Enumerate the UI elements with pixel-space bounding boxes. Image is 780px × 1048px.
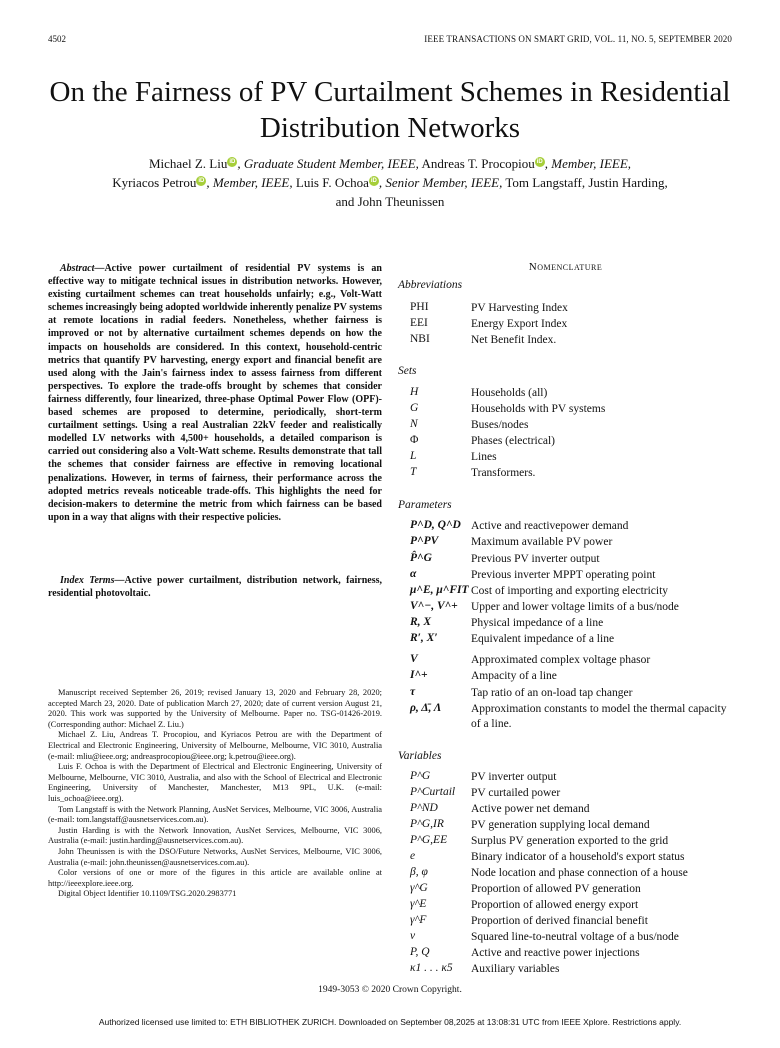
definition: Upper and lower voltage limits of a bus/node	[471, 601, 679, 613]
abstract-label: Abstract—	[60, 263, 105, 274]
nomenclature-row	[398, 519, 733, 535]
nomenclature-row	[398, 535, 733, 551]
symbol: I^+	[410, 669, 428, 681]
nomenclature-row	[398, 898, 733, 914]
orcid-icon[interactable]: iD	[370, 177, 377, 184]
author-name: Michael Z. Liu	[148, 156, 228, 171]
symbol: Φ	[410, 434, 419, 446]
nomenclature-row	[398, 301, 733, 317]
definition: Proportion of allowed energy export	[471, 899, 639, 911]
section-heading: Parameters	[398, 499, 452, 511]
author-role: , Member, IEEE,	[544, 156, 632, 171]
symbol: PHI	[410, 301, 429, 313]
author-name: Tom Langstaff, Justin Harding,	[505, 175, 668, 190]
nomenclature-row	[398, 386, 733, 402]
journal-header: IEEE TRANSACTIONS ON SMART GRID, VOL. 11, NO. 5, SEPTEMBER 2020	[424, 34, 732, 44]
author-name: Kyriacos Petrou	[112, 175, 197, 190]
nomenclature-row	[398, 402, 733, 418]
definition: Binary indicator of a household's export status	[471, 851, 685, 863]
section-heading: Variables	[398, 750, 442, 762]
paper-title: On the Fairness of PV Curtailment Schemes in Residential Distribution Networks	[49, 76, 731, 144]
symbol: κ1 . . . κ5	[410, 962, 453, 974]
license-notice: Authorized licensed use limited to: ETH BIBLIOTHEK ZURICH. Downloaded on September 08,2025 at 13:08:31 UTC from IEEE Xplore. Restrictions apply.	[98, 1017, 682, 1027]
symbol: P^Curtail	[410, 786, 456, 798]
nomenclature-row	[398, 584, 733, 600]
nomenclature-row	[398, 946, 733, 962]
nomenclature-row	[398, 770, 733, 786]
symbol: NBI	[410, 333, 430, 345]
definition: Tap ratio of an on-load tap changer	[471, 687, 633, 699]
footnote: Michael Z. Liu, Andreas T. Procopiou, and Kyriacos Petrou are with the Department of Electrical and Electronic Engineering, University of Melbourne, Melbourne, VIC 3010, Australia (e-mail: mliu@ieee.org; andreasprocopiou@ieee.org; k.petrou@ieee.org).	[48, 730, 382, 761]
definition: Approximation constants to model the thermal capacity of a line.	[471, 703, 727, 730]
symbol: v	[410, 930, 416, 942]
symbol: β, φ	[410, 866, 428, 878]
nomenclature-row	[398, 850, 733, 866]
symbol: V⃗	[410, 653, 427, 665]
definition: PV generation supplying local demand	[471, 819, 650, 831]
nomenclature-row	[398, 914, 733, 930]
definition: Lines	[471, 451, 497, 463]
symbol: R, X	[410, 616, 432, 628]
symbol: H	[410, 386, 419, 398]
symbol: γ^F	[410, 914, 427, 926]
definition: Proportion of allowed PV generation	[471, 883, 641, 895]
definition: Squared line-to-neutral voltage of a bus/node	[471, 931, 679, 943]
definition: Active and reactivepower demand	[471, 520, 629, 532]
symbol: P^G,IR	[410, 818, 444, 830]
nomenclature-row	[398, 962, 733, 978]
nomenclature-row	[398, 669, 733, 685]
nomenclature-row	[398, 834, 733, 850]
abstract	[48, 262, 382, 524]
footnote: Digital Object Identifier 10.1109/TSG.2020.2983771	[58, 889, 237, 899]
definition: Previous inverter MPPT operating point	[471, 569, 656, 581]
nomenclature-row	[398, 882, 733, 898]
copyright-notice: 1949-3053 © 2020 Crown Copyright.	[318, 985, 462, 995]
nomenclature-row	[398, 333, 733, 349]
symbol: N	[410, 418, 418, 430]
symbol: P̂^G	[410, 552, 432, 564]
nomenclature-row	[398, 802, 733, 818]
symbol: G	[410, 402, 419, 414]
symbol: τ	[410, 686, 416, 698]
abstract-text: Active power curtailment of residential PV systems is an effective way to mitigate technical issues in distribution networks. However, existing curtailment schemes can treat households unfairly; e.g., Volt-Watt schemes increasingly being adopted worldwide inherently penalize PV systems at remote locations in radial feeders. Nonetheless, whether fairness is improved or not by alternative curtailment schemes depends on how the impacts on households are considered. In this context, household-centric metrics that quantify PV harvesting, energy export and financial benefit are used along with the Jain's fairness index to assess fairness from different perspectives. To explore the trade-offs brought by schemes that consider fairness differently, four linearized, three-phase Optimal Power Flow (OPF)-based schemes are proposed to determine, periodically, short-term curtailment settings. Using a real Australian 22kV feeder and realistically modelled LV networks with 4,500+ households, a detailed comparison is carried out considering also a Volt-Watt scheme. Results demonstrate that tall the schemes that consider fairness are effective in removing locational penalizations. However, in terms of fairness, their performance across the adopted metrics reveals noticeable trade-offs. This highlights the need for decision-makers to determine the metric from which fairness can be based upon in a way that aligns with their respective policies.	[48, 263, 382, 523]
author-name: Luis F. Ochoa	[295, 175, 369, 190]
symbol: P^D, Q^D	[410, 519, 461, 531]
nomenclature-row	[398, 686, 733, 702]
symbol: e	[410, 850, 416, 862]
symbol: R′, X′	[410, 632, 438, 644]
footnote: Manuscript received September 26, 2019; revised January 13, 2020 and February 28, 2020; accepted March 23, 2020. Date of publication March 27, 2020; date of current version August 21, 2020. This work was supported by the University of Melbourne. Paper no. TSG-01426-2019. (Corresponding author: Michael Z. Liu.)	[48, 688, 382, 729]
nomenclature-row	[398, 702, 733, 734]
nomenclature-row	[398, 317, 733, 333]
definition: Ampacity of a line	[471, 670, 557, 682]
orcid-icon[interactable]: iD	[536, 158, 543, 165]
definition: Households (all)	[471, 387, 548, 399]
orcid-icon[interactable]: iD	[198, 177, 205, 184]
nomenclature-row	[398, 434, 733, 450]
orcid-icon[interactable]: iD	[229, 158, 236, 165]
definition: Households with PV systems	[471, 403, 606, 415]
index-terms-text: Active power curtailment, distribution network, fairness, residential photovoltaic.	[48, 575, 382, 600]
author-role: , Member, IEEE,	[206, 175, 293, 190]
symbol: EEI	[410, 317, 428, 329]
symbol: μ^E, μ^FIT	[410, 584, 469, 596]
definition: Active power net demand	[471, 803, 590, 815]
nomenclature-row	[398, 866, 733, 882]
footnote: Luis F. Ochoa is with the Department of Electrical and Electronic Engineering, University of Melbourne, Melbourne, VIC 3010, Australia, and also with the School of Electrical and Electronic Engineering, University of Manchester, Manchester, M13 9PL, U.K. (e-mail: luis_ochoa@ieee.org).	[48, 762, 382, 803]
definition: Buses/nodes	[471, 419, 529, 431]
symbol: α	[410, 568, 417, 580]
symbol: T	[410, 466, 417, 478]
nomenclature	[398, 0, 733, 1000]
definition: Cost of importing and exporting electricity	[471, 585, 669, 597]
section-heading: Sets	[398, 365, 417, 377]
definition: Equivalent impedance of a line	[471, 633, 615, 645]
page-number: 4502	[48, 34, 66, 44]
index-terms	[48, 574, 382, 600]
definition: Proportion of derived financial benefit	[471, 915, 648, 927]
definition: Energy Export Index	[471, 318, 568, 330]
nomenclature-row	[398, 653, 733, 669]
nomenclature-row	[398, 616, 733, 632]
author-name: and John Theunissen	[335, 194, 445, 209]
definition: Transformers.	[471, 467, 536, 479]
definition: PV inverter output	[471, 771, 557, 783]
nomenclature-row	[398, 632, 733, 648]
symbol: γ^E	[410, 898, 427, 910]
definition: Maximum available PV power	[471, 536, 613, 548]
nomenclature-row	[398, 450, 733, 466]
nomenclature-title: Nomenclature	[528, 261, 603, 273]
definition: PV curtailed power	[471, 787, 561, 799]
author-role: , Graduate Student Member, IEEE,	[237, 156, 419, 171]
footnote: Color versions of one or more of the figures in this article are available online at http://ieeexplore.ieee.org.	[48, 868, 382, 888]
symbol: P^G	[410, 770, 431, 782]
definition: Physical impedance of a line	[471, 617, 604, 629]
footnote: Tom Langstaff is with the Network Planning, AusNet Services, Melbourne, VIC 3006, Australia (e-mail: tom.langstaff@ausnetservices.com.au).	[48, 804, 382, 825]
definition: Surplus PV generation exported to the grid	[471, 835, 669, 847]
nomenclature-row	[398, 786, 733, 802]
footnote: Justin Harding is with the Network Innovation, AusNet Services, Melbourne, VIC 3006, Australia (e-mail: justin.harding@ausnetservices.com.au).	[48, 825, 382, 846]
symbol: L	[410, 450, 417, 462]
nomenclature-row	[398, 552, 733, 568]
definition: Active and reactive power injections	[471, 947, 640, 959]
definition: Previous PV inverter output	[471, 553, 600, 565]
index-terms-label: Index Terms—	[60, 575, 125, 586]
nomenclature-row	[398, 600, 733, 616]
definition: PV Harvesting Index	[471, 302, 568, 314]
section-heading: Abbreviations	[398, 279, 463, 291]
footnote: John Theunissen is with the DSO/Future Networks, AusNet Services, Melbourne, VIC 3006, Australia (e-mail: john.theunissen@ausnetservices.com.au).	[48, 846, 382, 867]
footnotes	[48, 688, 382, 900]
symbol: P^PV	[410, 535, 439, 547]
author-name: Andreas T. Procopiou	[421, 156, 535, 171]
symbol: P, Q	[410, 946, 430, 958]
symbol: P^G,EE	[410, 834, 448, 846]
symbol: ρ, Δ̄, Λ	[410, 702, 442, 714]
symbol: V^−, V^+	[410, 600, 458, 612]
definition: Approximated complex voltage phasor	[471, 654, 651, 666]
symbol: γ^G	[410, 882, 428, 894]
symbol: P^ND	[410, 802, 438, 814]
definition: Net Benefit Index.	[471, 334, 557, 346]
definition: Node location and phase connection of a house	[471, 867, 688, 879]
definition: Phases (electrical)	[471, 435, 555, 447]
nomenclature-row	[398, 930, 733, 946]
nomenclature-row	[398, 818, 733, 834]
nomenclature-row	[398, 568, 733, 584]
nomenclature-row	[398, 418, 733, 434]
definition: Auxiliary variables	[471, 963, 560, 975]
author-role: , Senior Member, IEEE,	[378, 175, 503, 190]
nomenclature-row	[398, 466, 733, 482]
